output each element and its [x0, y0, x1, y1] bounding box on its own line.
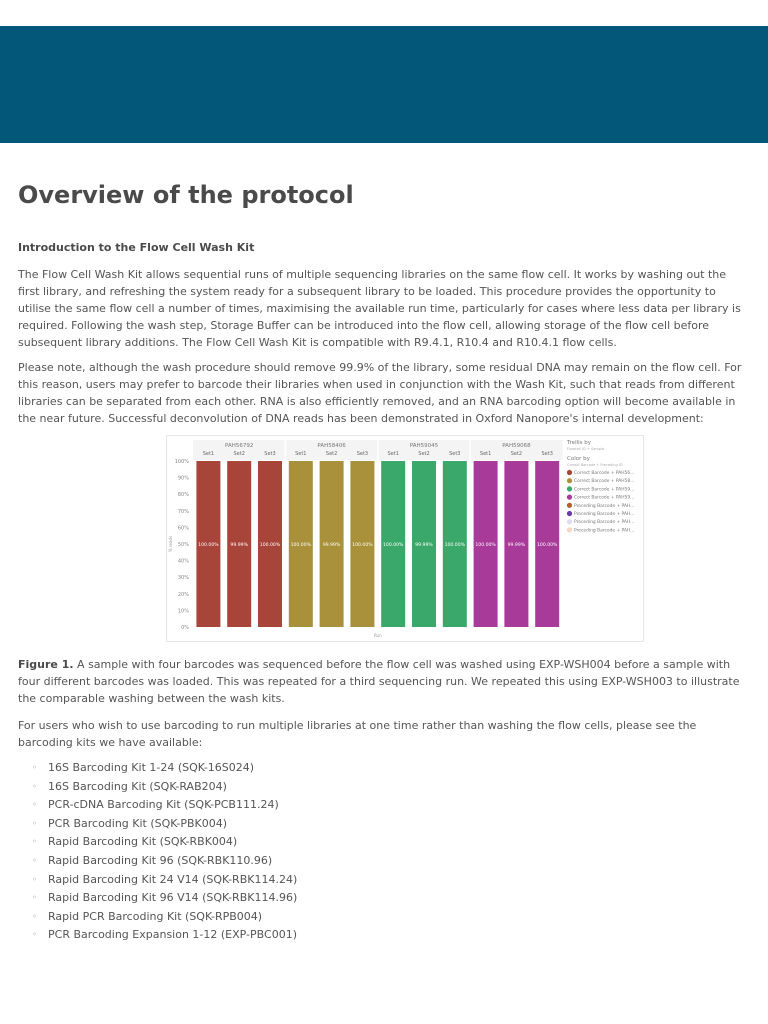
kit-name: PCR Barcoding Expansion 1-12 (EXP-PBC001) — [48, 928, 297, 942]
x-tick-label: Set3 — [356, 451, 369, 457]
data-label: 100.00% — [536, 543, 558, 548]
bullet-icon: ◦ — [32, 930, 37, 940]
y-axis-label: % reads — [168, 535, 173, 553]
x-tick-label: Set1 — [387, 451, 399, 457]
kit-list — [18, 759, 750, 945]
list-item — [30, 833, 750, 852]
data-label: 99.99% — [322, 543, 341, 548]
legend-swatch — [567, 511, 572, 516]
data-label: 100.00% — [352, 543, 373, 548]
legend-swatch — [567, 527, 572, 532]
x-tick-label: Set2 — [325, 451, 338, 457]
legend-entry: Correct Barcode + PAH59... — [574, 495, 635, 501]
y-tick-label: 80% — [177, 492, 189, 499]
x-axis-label: Run — [373, 633, 382, 638]
y-tick-label: 0% — [181, 625, 189, 631]
section-heading: Introduction to the Flow Cell Wash Kit — [18, 241, 255, 254]
data-label: 100.00% — [198, 543, 219, 548]
y-tick-label: 90% — [177, 475, 189, 482]
data-label: 100.00% — [444, 543, 466, 548]
group-label: PAH59068 — [502, 443, 531, 449]
note-paragraph: Please note, although the wash procedure should remove 99.9% of the library, some residual DNA may remain on the flow cell. For this reason, users may prefer to barcode their libraries when used in conjunction with the Wash Kit, such that reads from different libraries can be separated from each other. RNA is also efficiently removed, and an RNA barcoding option will become available in the near future. Successful deconvolution of DNA reads has been demonstrated in Oxford Nanopore's internal development: — [18, 361, 742, 425]
bullet-icon: ◦ — [32, 837, 37, 847]
bullet-icon: ◦ — [32, 893, 37, 903]
chart-svg — [167, 436, 645, 643]
kit-name: Rapid Barcoding Kit 24 V14 (SQK-RBK114.24) — [48, 872, 298, 886]
bullet-icon: ◦ — [32, 874, 37, 884]
data-label: 100.00% — [475, 543, 496, 548]
bullet-icon: ◦ — [32, 911, 37, 921]
list-item — [30, 926, 750, 945]
page-title: Overview of the protocol — [18, 181, 354, 209]
legend-entry: Correct Barcode + PAH56... — [574, 471, 635, 476]
legend-entry: Correct Barcode + PAH58... — [574, 479, 635, 485]
legend-swatch — [567, 478, 572, 483]
x-tick-label: Set2 — [233, 451, 245, 457]
legend-swatch — [567, 495, 572, 500]
figure-caption — [18, 656, 750, 707]
list-item — [30, 889, 750, 908]
bullet-icon: ◦ — [32, 818, 37, 828]
legend-title: Trellis by — [567, 440, 592, 446]
list-item — [30, 796, 750, 815]
legend-swatch — [567, 486, 572, 491]
y-tick-label: 40% — [177, 558, 189, 565]
legend-subtitle: Correct Barcode + Preceding ID — [567, 463, 623, 467]
legend-entry: Preceding Barcode + PAH... — [574, 528, 635, 534]
legend-entry: Preceding Barcode + PAH... — [574, 503, 635, 509]
y-tick-label: 100% — [174, 459, 189, 465]
figure-label: Figure 1. — [18, 658, 74, 671]
kit-name: Rapid Barcoding Kit 96 V14 (SQK-RBK114.96) — [48, 891, 298, 905]
kit-name: Rapid Barcoding Kit (SQK-RBK004) — [48, 835, 238, 849]
group-label: PAH56792 — [225, 443, 254, 449]
list-item — [30, 852, 750, 871]
bullet-icon: ◦ — [32, 855, 37, 865]
x-tick-label: Set2 — [510, 451, 523, 457]
list-item — [30, 871, 750, 890]
header-banner — [0, 26, 768, 143]
legend-title: Color by — [567, 456, 590, 462]
bullet-icon: ◦ — [32, 781, 37, 791]
legend-swatch — [567, 503, 572, 508]
kit-name: PCR Barcoding Kit (SQK-PBK004) — [48, 816, 228, 830]
data-label: 100.00% — [259, 543, 281, 548]
legend-swatch — [567, 470, 572, 475]
y-tick-label: 30% — [177, 575, 189, 582]
x-tick-label: Set3 — [264, 451, 276, 457]
y-tick-label: 20% — [177, 591, 189, 598]
kit-name: PCR-cDNA Barcoding Kit (SQK-PCB111.24) — [48, 798, 279, 812]
data-label: 99.99% — [507, 543, 526, 548]
data-label: 100.00% — [382, 543, 404, 548]
kit-name: 16S Barcoding Kit (SQK-RAB204) — [48, 779, 227, 793]
kit-name: Rapid Barcoding Kit 96 (SQK-RBK110.96) — [48, 853, 273, 867]
list-item — [30, 778, 750, 797]
legend-subtitle: Flowcell ID + Sample — [567, 447, 605, 451]
group-label: PAH58406 — [317, 443, 346, 449]
legend-entry: Preceding Barcode + PAH... — [574, 512, 635, 517]
legend-entry: Correct Barcode + PAH59... — [574, 487, 635, 493]
y-tick-label: 10% — [177, 608, 189, 615]
intro-paragraph: The Flow Cell Wash Kit allows sequential runs of multiple sequencing libraries on the same flow cell. It works by washing out the first library, and refreshing the system ready for a subsequent library to be loaded. This procedure provides the opportunity to utilise the same flow cell a number of times, maximising the available run time, particularly for cases where less data per library is required. Following the wash step, Storage Buffer can be introduced into the flow cell, allowing storage of the flow cell before subsequent library additions. The Flow Cell Wash Kit is compatible with R9.4.1, R10.4 and R10.4.1 flow cells. — [18, 268, 741, 349]
figure-caption-text: A sample with four barcodes was sequenced before the flow cell was washed using EXP-WSH004 before a sample with four different barcodes was loaded. This was repeated for a third sequencing run. We repeated this using EXP-WSH003 to illustrate the comparable washing between the wash kits. — [18, 658, 740, 705]
main-content — [18, 178, 750, 945]
kit-name: 16S Barcoding Kit 1-24 (SQK-16S024) — [48, 761, 255, 774]
x-tick-label: Set1 — [479, 451, 492, 457]
data-label: 99.99% — [415, 543, 433, 548]
y-tick-label: 60% — [177, 525, 189, 532]
legend-swatch — [567, 519, 572, 524]
data-label: 100.00% — [290, 543, 312, 548]
kit-name: Rapid PCR Barcoding Kit (SQK-RPB004) — [48, 909, 263, 923]
barcoding-paragraph: For users who wish to use barcoding to run multiple libraries at one time rather than washing the flow cells, please see the barcoding kits we have available: — [18, 719, 697, 749]
legend-entry: Preceding Barcode + PAH... — [574, 520, 635, 526]
bullet-icon: ◦ — [32, 763, 37, 772]
barcode-chart — [166, 435, 644, 642]
x-tick-label: Set3 — [541, 451, 553, 457]
x-tick-label: Set2 — [418, 451, 430, 457]
data-label: 99.99% — [230, 543, 248, 548]
bullet-icon: ◦ — [32, 800, 37, 810]
list-item — [30, 759, 750, 778]
y-tick-label: 70% — [177, 508, 189, 515]
x-tick-label: Set3 — [449, 451, 461, 457]
list-item — [30, 908, 750, 927]
list-item — [30, 815, 750, 834]
x-tick-label: Set1 — [202, 451, 215, 457]
x-tick-label: Set1 — [295, 451, 307, 457]
group-label: PAH59045 — [409, 443, 439, 449]
y-tick-label: 50% — [177, 542, 189, 548]
